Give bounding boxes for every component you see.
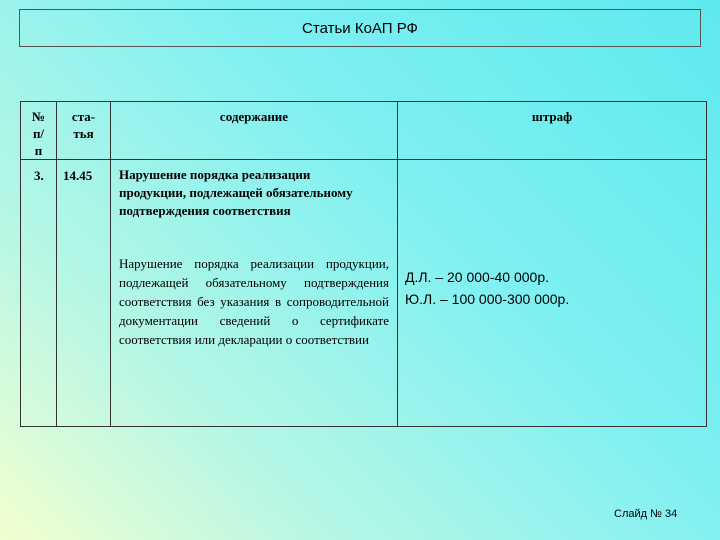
header-number-line-1: № xyxy=(31,109,46,124)
violation-description: Нарушение порядка реализации продукции, подлежащей обязательному подтверждения соответствия без указания в сопроводительной документации сведений о сертификате соответствия или декларации о соответствии xyxy=(119,256,389,347)
koap-table xyxy=(20,101,707,427)
row-content xyxy=(111,160,398,427)
row-article: 14.45 xyxy=(57,160,111,427)
slide-number: Слайд № 34 xyxy=(614,508,678,520)
fine-officials: Д.Л. – 20 000-40 000р. xyxy=(405,269,549,285)
violation-title xyxy=(119,166,389,220)
header-content xyxy=(111,102,398,160)
header-article xyxy=(57,102,111,160)
table-row xyxy=(21,160,707,427)
header-content-text: содержание xyxy=(219,109,289,124)
slide-title-text: Статьи КоАП РФ xyxy=(302,19,418,37)
row-number: 3. xyxy=(21,160,57,427)
header-number xyxy=(21,102,57,160)
header-article-line-1: ста- xyxy=(71,109,96,124)
header-number-line-3: п xyxy=(34,143,43,158)
header-article-line-2: тья xyxy=(73,126,94,141)
fine-legal-entities: Ю.Л. – 100 000-300 000р. xyxy=(405,291,570,307)
violation-title-line-1: Нарушение порядка реализации xyxy=(119,167,311,182)
violation-title-line-3: подтверждения соответствия xyxy=(119,203,291,218)
header-fine xyxy=(398,102,707,160)
violation-title-line-2: продукции, подлежащей обязательному xyxy=(119,185,353,200)
table-header-row xyxy=(21,102,707,160)
row-fine xyxy=(398,160,707,427)
header-number-line-2: п/ xyxy=(32,126,45,141)
header-fine-text: штраф xyxy=(531,109,573,124)
slide-title xyxy=(19,9,701,47)
